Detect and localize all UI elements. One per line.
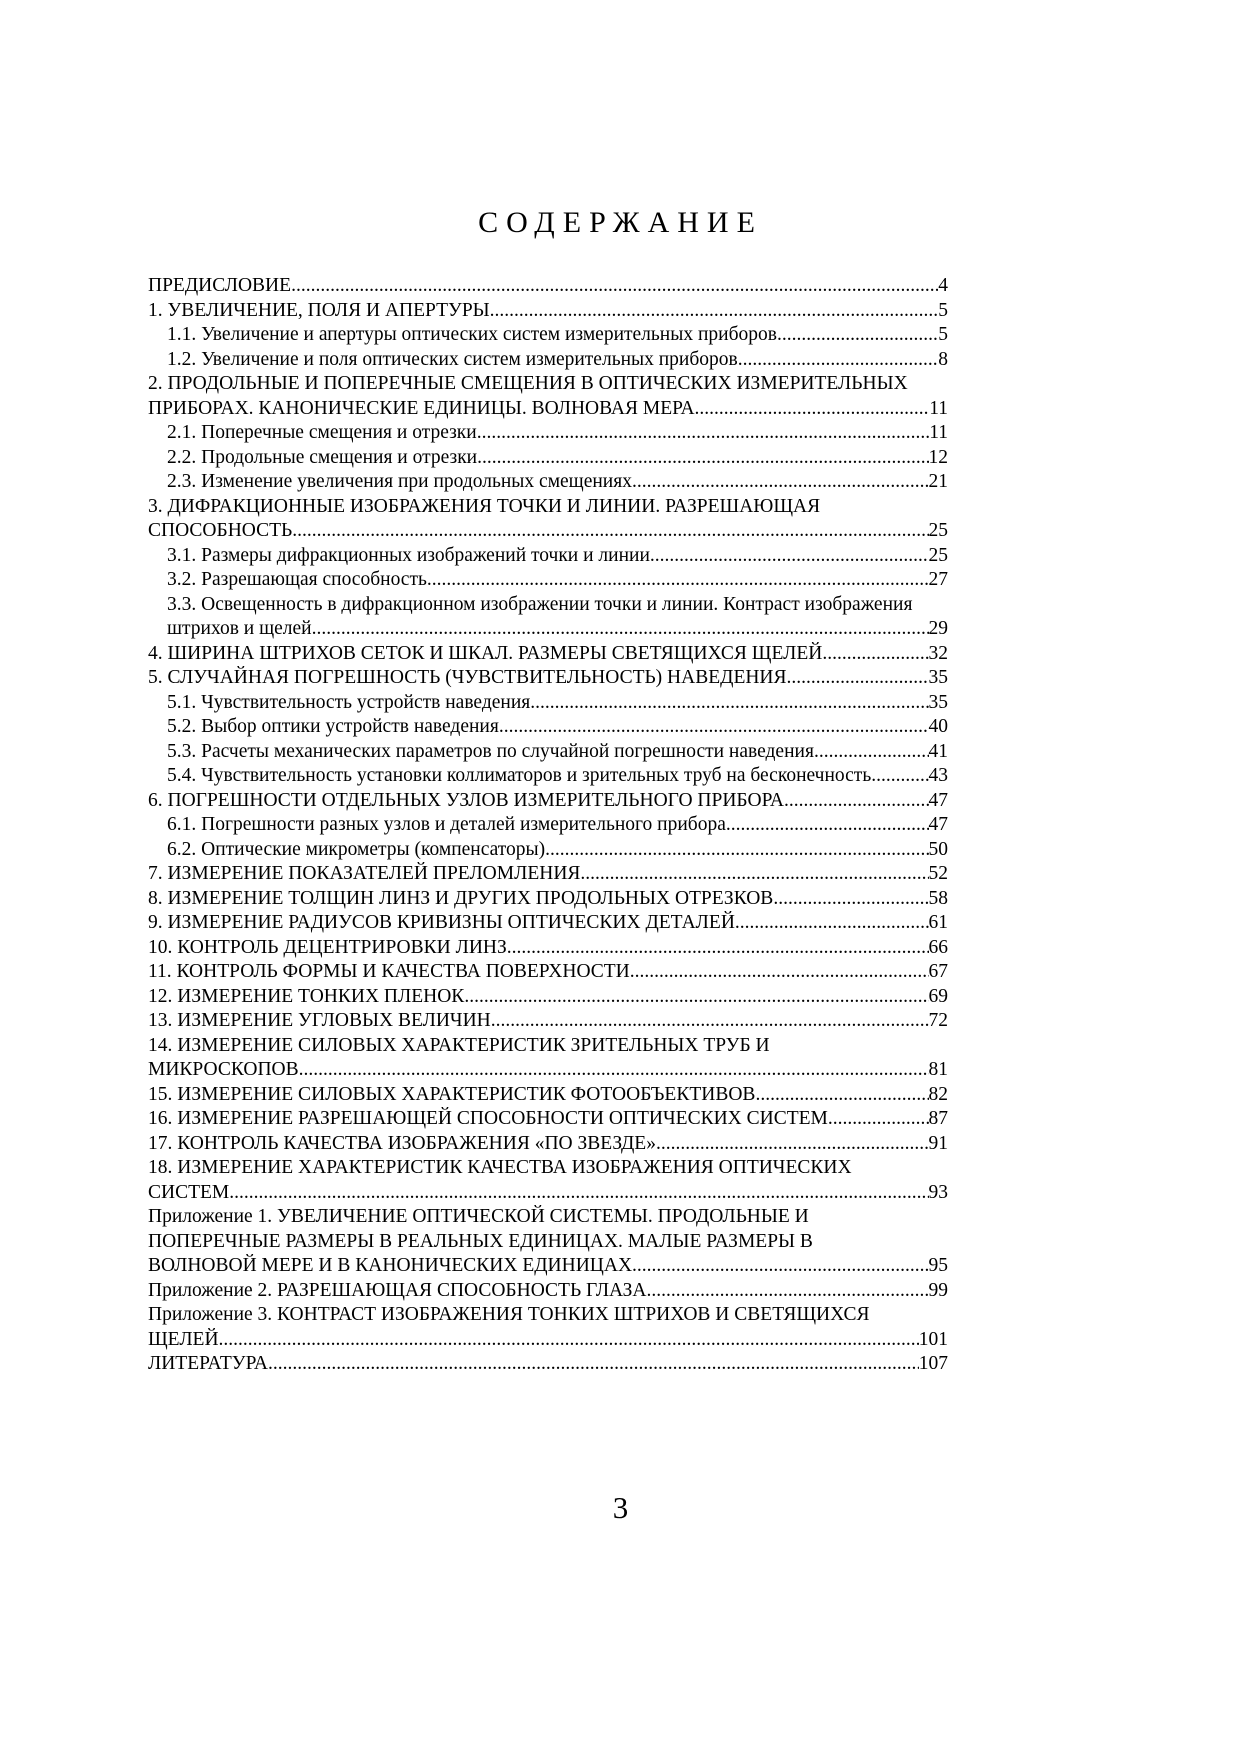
toc-entry-title: ВОЛНОВОЙ МЕРЕ И В КАНОНИЧЕСКИХ ЕДИНИЦАХ [148,1255,633,1276]
toc-entry [148,887,948,912]
toc-dot-leader [477,446,928,471]
toc-entry [148,495,948,544]
toc-dot-leader [292,519,928,544]
toc-entry-title: 9. ИЗМЕРЕНИЕ РАДИУСОВ КРИВИЗНЫ ОПТИЧЕСКИХ ДЕТАЛЕЙ [148,912,735,933]
toc-entry-line [148,1107,948,1132]
toc-entry-line [148,862,948,887]
toc-dot-leader [787,666,929,691]
toc-entry [148,470,948,495]
toc-entry-line [167,715,948,740]
toc-dot-leader [738,348,939,373]
toc-entry-page: 87 [928,1108,948,1129]
toc-entry-line [148,299,948,324]
toc-entry-page: 5 [938,324,948,345]
toc-entry-line [148,397,948,422]
toc-entry-title: 6. ПОГРЕШНОСТИ ОТДЕЛЬНЫХ УЗЛОВ ИЗМЕРИТЕЛЬНОГО ПРИБОРА [148,789,784,811]
toc-entry-title: 1. УВЕЛИЧЕНИЕ, ПОЛЯ И АПЕРТУРЫ [148,299,490,321]
toc-entry-title: СПОСОБНОСТЬ [148,520,293,541]
toc-entry-title: 18. ИЗМЕРЕНИЕ ХАРАКТЕРИСТИК КАЧЕСТВА ИЗОБРАЖЕНИЯ ОПТИЧЕСКИХ [148,1157,852,1178]
toc-entry [148,1132,948,1157]
toc-entry [148,740,948,765]
toc-entry-title: 17. КОНТРОЛЬ КАЧЕСТВА ИЗОБРАЖЕНИЯ «ПО ЗВЕЗДЕ» [148,1132,656,1154]
toc-entry-line [167,446,948,471]
toc-entry-title: Приложение 3. КОНТРАСТ ИЗОБРАЖЕНИЯ ТОНКИХ ШТРИХОВ И СВЕТЯЩИХСЯ [148,1304,870,1325]
toc-entry [148,936,948,961]
toc-dot-leader [229,1181,928,1206]
toc-entry-line [148,274,948,299]
toc-entry-page: 25 [928,520,948,541]
toc-entry [148,1009,948,1034]
toc-entry-line [148,1083,948,1108]
toc-entry-page: 43 [928,765,948,786]
toc-entry-line [148,495,948,520]
toc-entry-title: Приложение 2. РАЗРЕШАЮЩАЯ СПОСОБНОСТЬ ГЛАЗА [148,1279,647,1301]
toc-entry-line [148,519,948,544]
toc-entry-title: ЛИТЕРАТУРА [148,1353,268,1374]
toc-dot-leader [650,544,929,569]
toc-entry-page: 11 [929,422,948,443]
toc-entry [148,1352,948,1377]
toc-dot-leader [871,764,928,789]
toc-entry-page: 69 [928,985,948,1007]
toc-entry-page: 52 [928,863,948,884]
toc-entry-title: 1.1. Увеличение и апертуры оптических систем измерительных приборов [167,324,777,345]
toc-entry [148,568,948,593]
toc-entry-line [148,1156,948,1181]
toc-entry [148,764,948,789]
toc-dot-leader [773,887,928,912]
toc-entry-title: 6.2. Оптические микрометры (компенсаторы) [167,838,546,860]
toc-entry-title: 14. ИЗМЕРЕНИЕ СИЛОВЫХ ХАРАКТЕРИСТИК ЗРИТЕЛЬНЫХ ТРУБ И [148,1034,770,1056]
toc-entry-title: 5.3. Расчеты механических параметров по случайной погрешности наведения [167,740,814,762]
toc-dot-leader [477,421,930,446]
toc-entry-line [148,985,948,1010]
toc-entry-line [148,960,948,985]
toc-entry-title: 15. ИЗМЕРЕНИЕ СИЛОВЫХ ХАРАКТЕРИСТИК ФОТООБЪЕКТИВОВ [148,1083,756,1105]
toc-dot-leader [219,1328,919,1353]
toc-entry-page: 5 [938,299,948,321]
toc-entry-page: 35 [928,667,948,688]
toc-entry-title: ЩЕЛЕЙ [148,1328,219,1350]
toc-dot-leader [647,1279,929,1304]
toc-entry-page: 58 [928,887,948,909]
toc-entry [148,1156,948,1205]
toc-entry-line [148,887,948,912]
toc-entry [148,911,948,936]
toc-dot-leader [491,1009,929,1034]
toc-entry-line [148,642,948,667]
toc-dot-leader [499,715,929,740]
toc-entry-page: 50 [928,838,948,860]
toc-dot-leader [530,691,928,716]
table-of-contents [148,274,948,1377]
toc-entry-line [167,348,948,373]
toc-entry-page: 21 [928,471,948,492]
toc-entry-line [148,789,948,814]
toc-entry-line [148,372,948,397]
toc-entry-title: ПРЕДИСЛОВИЕ [148,275,292,296]
toc-dot-leader [828,1107,929,1132]
toc-entry-page: 11 [929,397,948,419]
toc-dot-leader [814,740,929,765]
toc-entry-page: 93 [928,1181,948,1203]
toc-dot-leader [777,323,938,348]
toc-entry-page: 29 [928,618,948,639]
toc-entry-line [167,323,948,348]
toc-entry-title: 1.2. Увеличение и поля оптических систем измерительных приборов [167,348,738,370]
toc-entry-line [148,1132,948,1157]
toc-entry-line [148,1058,948,1083]
toc-dot-leader [656,1132,929,1157]
toc-dot-leader [695,397,930,422]
toc-entry-page: 107 [918,1353,948,1374]
toc-entry [148,1083,948,1108]
toc-dot-leader [299,1058,929,1083]
toc-entry-line [167,568,948,593]
toc-dot-leader [291,274,938,299]
toc-entry [148,544,948,569]
toc-dot-leader [630,960,929,985]
toc-entry-title: 3.2. Разрешающая способность [167,569,427,590]
toc-entry [148,691,948,716]
toc-entry [148,838,948,863]
toc-entry-line [148,1230,948,1255]
toc-entry-title: МИКРОСКОПОВ [148,1059,299,1080]
toc-entry-title: 7. ИЗМЕРЕНИЕ ПОКАЗАТЕЛЕЙ ПРЕЛОМЛЕНИЯ [148,863,581,884]
toc-dot-leader [312,617,929,642]
toc-entry [148,348,948,373]
toc-entry-page: 32 [928,642,948,664]
toc-entry [148,1303,948,1352]
toc-entry-line [167,813,948,838]
toc-entry-line [167,838,948,863]
toc-entry-line [148,1279,948,1304]
toc-entry-line [167,691,948,716]
toc-entry-line [148,1034,948,1059]
toc-entry-title: СИСТЕМ [148,1181,230,1203]
toc-dot-leader [464,985,928,1010]
toc-entry-title: 3.3. Освещенность в дифракционном изображении точки и линии. Контраст изображения [167,593,913,615]
page-title: СОДЕРЖАНИЕ [478,206,763,239]
toc-entry-page: 8 [938,348,948,370]
toc-entry-title: ПРИБОРАХ. КАНОНИЧЕСКИЕ ЕДИНИЦЫ. ВОЛНОВАЯ МЕРА [148,397,695,419]
toc-entry [148,372,948,421]
toc-entry-line [167,617,948,642]
toc-entry-line [148,911,948,936]
toc-dot-leader [735,911,929,936]
toc-dot-leader [726,813,929,838]
toc-entry-page: 66 [928,936,948,958]
toc-entry [148,446,948,471]
toc-entry-line [148,1352,948,1377]
toc-entry-page: 72 [928,1010,948,1031]
toc-entry-title: 10. КОНТРОЛЬ ДЕЦЕНТРИРОВКИ ЛИНЗ [148,936,507,958]
toc-dot-leader [580,862,928,887]
toc-entry-page: 25 [928,544,948,566]
toc-entry-page: 35 [928,691,948,713]
toc-entry-page: 82 [928,1083,948,1105]
toc-entry-line [148,1254,948,1279]
toc-dot-leader [268,1352,919,1377]
toc-entry [148,1205,948,1279]
toc-entry [148,1034,948,1083]
toc-dot-leader [545,838,928,863]
toc-entry [148,862,948,887]
toc-entry-page: 81 [928,1059,948,1080]
toc-entry [148,593,948,642]
toc-entry [148,666,948,691]
page-number: 3 [612,1490,629,1525]
toc-entry-title: 13. ИЗМЕРЕНИЕ УГЛОВЫХ ВЕЛИЧИН [148,1010,491,1031]
toc-entry-title: 2.1. Поперечные смещения и отрезки [167,422,477,443]
toc-entry [148,985,948,1010]
toc-entry-line [167,593,948,618]
toc-entry-title: 12. ИЗМЕРЕНИЕ ТОНКИХ ПЛЕНОК [148,985,465,1007]
toc-dot-leader [632,470,929,495]
toc-entry [148,421,948,446]
toc-entry-page: 47 [928,789,948,811]
toc-dot-leader [490,299,939,324]
toc-entry [148,1279,948,1304]
toc-entry-line [167,764,948,789]
toc-entry-page: 40 [928,716,948,737]
toc-entry-title: 3. ДИФРАКЦИОННЫЕ ИЗОБРАЖЕНИЯ ТОЧКИ И ЛИНИИ. РАЗРЕШАЮЩАЯ [148,495,821,517]
toc-entry [148,813,948,838]
toc-entry [148,715,948,740]
toc-entry-title: 11. КОНТРОЛЬ ФОРМЫ И КАЧЕСТВА ПОВЕРХНОСТИ [148,961,630,982]
toc-entry-page: 27 [928,569,948,590]
toc-entry-page: 101 [918,1328,948,1350]
toc-dot-leader [427,568,929,593]
toc-entry [148,642,948,667]
toc-entry-page: 41 [928,740,948,762]
toc-entry-page: 47 [928,814,948,835]
toc-entry [148,274,948,299]
toc-entry-title: Приложение 1. УВЕЛИЧЕНИЕ ОПТИЧЕСКОЙ СИСТЕМЫ. ПРОДОЛЬНЫЕ И [148,1206,809,1227]
toc-entry-line [167,470,948,495]
toc-entry-title: 5.2. Выбор оптики устройств наведения [167,716,499,737]
toc-entry-page: 67 [928,961,948,982]
toc-entry-title: 5.1. Чувствительность устройств наведения [167,691,531,713]
toc-entry-line [148,1303,948,1328]
toc-entry-line [148,1009,948,1034]
toc-entry-page: 61 [928,912,948,933]
toc-entry-title: 2. ПРОДОЛЬНЫЕ И ПОПЕРЕЧНЫЕ СМЕЩЕНИЯ В ОПТИЧЕСКИХ ИЗМЕРИТЕЛЬНЫХ [148,373,908,394]
toc-entry-line [148,1328,948,1353]
toc-entry [148,1107,948,1132]
toc-entry-page: 12 [928,446,948,468]
toc-entry [148,299,948,324]
toc-entry-title: 2.3. Изменение увеличения при продольных смещениях [167,471,632,492]
toc-entry-line [167,421,948,446]
toc-entry-line [148,936,948,961]
toc-entry-title: 5.4. Чувствительность установки коллиматоров и зрительных труб на бесконечность [167,765,872,786]
toc-dot-leader [784,789,929,814]
toc-entry-line [167,544,948,569]
toc-entry-line [148,666,948,691]
toc-entry-line [148,1181,948,1206]
toc-entry-page: 99 [928,1279,948,1301]
toc-dot-leader [507,936,929,961]
toc-entry-title: 6.1. Погрешности разных узлов и деталей измерительного прибора [167,814,726,835]
toc-entry [148,789,948,814]
toc-entry-page: 91 [928,1132,948,1154]
toc-entry-title: 8. ИЗМЕРЕНИЕ ТОЛЩИН ЛИНЗ И ДРУГИХ ПРОДОЛЬНЫХ ОТРЕЗКОВ [148,887,774,909]
toc-entry-title: 5. СЛУЧАЙНАЯ ПОГРЕШНОСТЬ (ЧУВСТВИТЕЛЬНОСТЬ) НАВЕДЕНИЯ [148,667,787,688]
toc-entry-line [148,1205,948,1230]
toc-dot-leader [632,1254,928,1279]
toc-entry-title: 16. ИЗМЕРЕНИЕ РАЗРЕШАЮЩЕЙ СПОСОБНОСТИ ОПТИЧЕСКИХ СИСТЕМ [148,1108,828,1129]
toc-entry-title: 2.2. Продольные смещения и отрезки [167,446,478,468]
toc-entry-page: 4 [938,275,948,296]
toc-entry [148,323,948,348]
toc-entry-title: 3.1. Размеры дифракционных изображений точки и линии [167,544,650,566]
toc-entry-page: 95 [928,1255,948,1276]
toc-entry-title: штрихов и щелей [167,618,312,639]
toc-entry-line [167,740,948,765]
toc-dot-leader [822,642,928,667]
toc-entry-title: 4. ШИРИНА ШТРИХОВ СЕТОК И ШКАЛ. РАЗМЕРЫ СВЕТЯЩИХСЯ ЩЕЛЕЙ [148,642,823,664]
toc-entry [148,960,948,985]
toc-entry-title: ПОПЕРЕЧНЫЕ РАЗМЕРЫ В РЕАЛЬНЫХ ЕДИНИЦАХ. МАЛЫЕ РАЗМЕРЫ В [148,1230,813,1252]
toc-dot-leader [755,1083,928,1108]
